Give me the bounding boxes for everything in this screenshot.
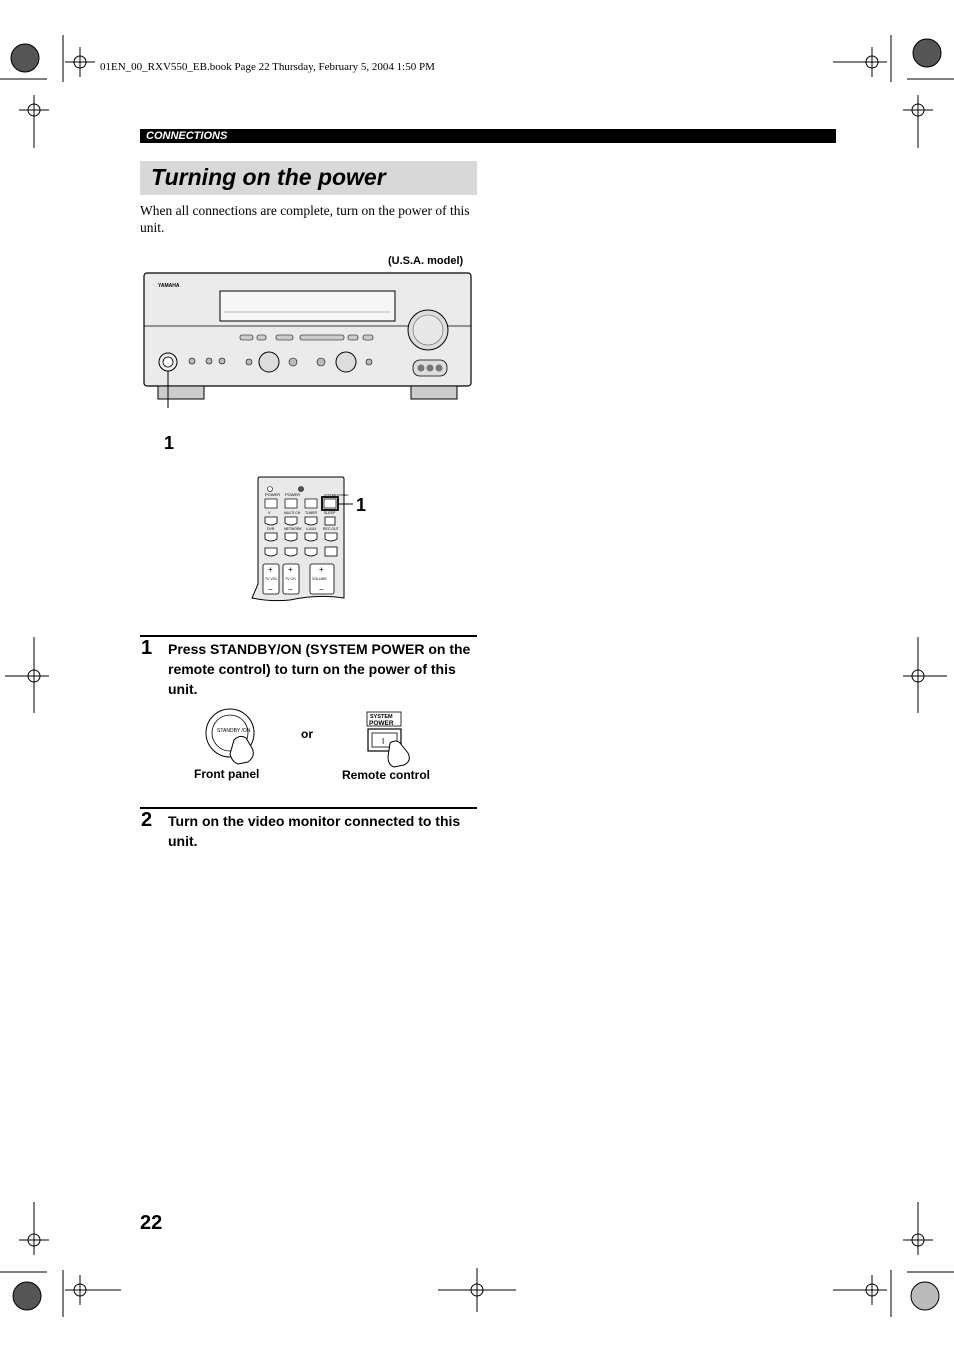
system-power-label-2: POWER <box>369 720 394 727</box>
section-label: CONNECTIONS <box>146 130 228 142</box>
standby-button-illustration <box>200 705 265 765</box>
remote-vol-label-3: VOLUME <box>312 577 327 581</box>
remote-row1-label-2: MULTI CH <box>284 511 301 515</box>
step-1-text: Press STANDBY/ON (SYSTEM POWER on the remote control) to turn on the power of this unit. <box>168 641 471 697</box>
intro-paragraph: When all connections are complete, turn on the power of this unit. <box>140 203 470 235</box>
remote-top-label-1: POWER <box>265 492 281 497</box>
svg-text:−: − <box>288 585 293 594</box>
callout-remote-1: 1 <box>356 495 367 515</box>
page-number: 22 <box>140 1212 163 1234</box>
step-1-number: 1 <box>141 637 153 659</box>
front-panel-caption: Front panel <box>194 767 260 781</box>
remote-row2-label-1: DVR <box>267 527 275 531</box>
receiver-front-panel-illustration <box>140 268 480 408</box>
remote-row2-label-2: NETWORK <box>284 527 302 531</box>
remote-row2-label-4: REC OUT <box>323 527 339 531</box>
remote-control-caption: Remote control <box>342 768 431 782</box>
power-symbol: I <box>382 737 385 746</box>
standby-label: STANDBY /ON <box>217 728 251 734</box>
svg-text:+: + <box>319 565 324 574</box>
brand-logo-text: YAMAHA <box>158 283 180 289</box>
book-info: 01EN_00_RXV550_EB.book Page 22 Thursday, February 5, 2004 1:50 PM <box>100 61 435 73</box>
remote-vol-label-2: TV CH <box>285 577 296 581</box>
system-power-button-illustration <box>364 709 424 769</box>
remote-top-label-3: SYSTEM POWER <box>324 493 349 497</box>
svg-text:−: − <box>319 585 324 594</box>
page-title-box <box>140 161 477 195</box>
remote-vol-label-1: TV VOL <box>265 577 278 581</box>
remote-row1-label-4: SLEEP <box>324 511 336 515</box>
remote-top-label-2: POWER <box>285 492 301 497</box>
system-power-label-1: SYSTEM <box>370 714 393 720</box>
model-label: (U.S.A. model) <box>388 255 464 267</box>
svg-text:+: + <box>268 565 273 574</box>
step-2-text: Turn on the video monitor connected to this unit. <box>168 813 461 849</box>
step-2-rule <box>140 807 477 809</box>
svg-text:−: − <box>268 585 273 594</box>
page-title: Turning on the power <box>151 164 386 190</box>
remote-row2-label-3: V-AUX <box>306 527 317 531</box>
remote-control-illustration <box>240 474 370 606</box>
section-header-bar <box>140 129 836 143</box>
svg-text:+: + <box>288 565 293 574</box>
remote-row1-label-3: TUNER <box>305 511 318 515</box>
step-2-number: 2 <box>141 809 153 831</box>
remote-row1-label-1: V <box>268 511 271 515</box>
callout-front-1: 1 <box>164 433 175 453</box>
or-label: or <box>301 727 313 741</box>
step-1-rule <box>140 635 477 637</box>
